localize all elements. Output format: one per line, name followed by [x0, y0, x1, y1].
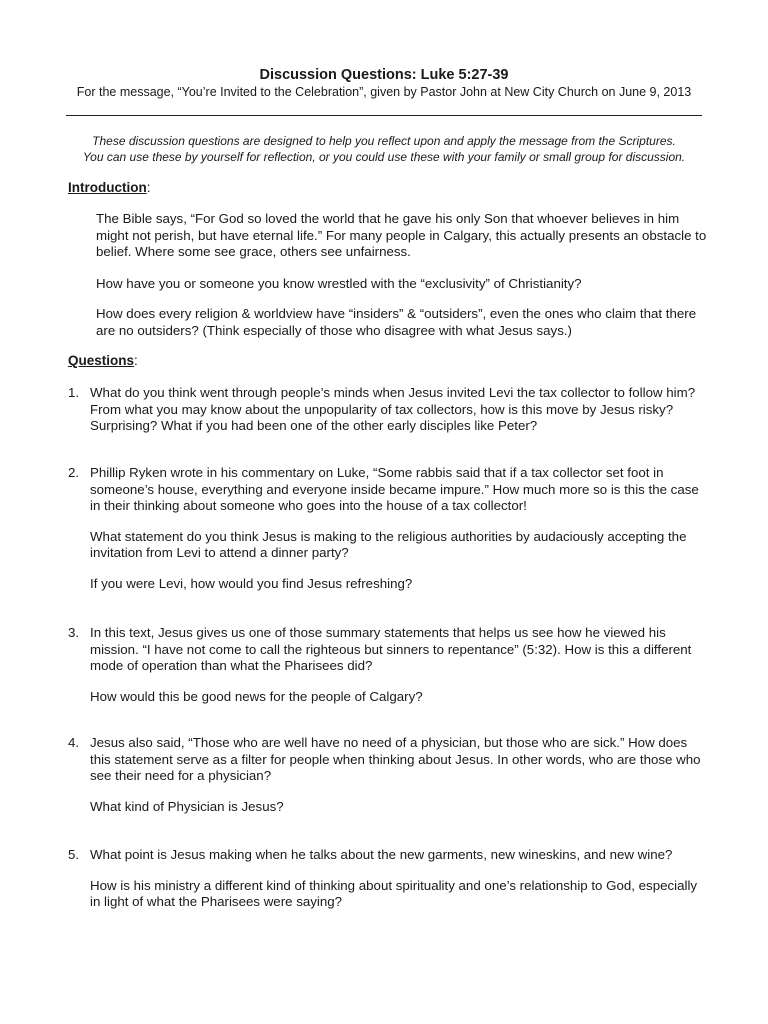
question-5-followup-1: How is his ministry a different kind of thinking about spirituality and one’s relationship to God, especially in light of what the Pharisees were saying? — [90, 877, 698, 909]
question-3-followup-1: How would this be good news for the people of Calgary? — [90, 688, 423, 704]
question-1-text: What do you think went through people’s minds when Jesus invited Levi the tax collector to follow him? From what you may know about the unpopularity of tax collectors, how is this move by Jesus risky? Surprising? What if you had been one of the other early disciples like Peter? — [90, 385, 696, 433]
question-number: 1. — [68, 385, 80, 400]
questions-heading-text: Questions — [68, 353, 135, 368]
introduction-heading — [68, 180, 151, 195]
question-2-followup-2: If you were Levi, how would you find Jesus refreshing? — [90, 575, 413, 591]
questions-heading-colon: : — [134, 353, 138, 368]
introduction-paragraph-1: The Bible says, “For God so loved the world that he gave his only Son that whoever believes in him might not perish, but have eternal life.” For many people in Calgary, this actually presents an obstacle to belief. Where some see grace, others see unfairness. — [96, 211, 707, 259]
question-2-followup-1: What statement do you think Jesus is making to the religious authorities by audaciously accepting the invitation from Levi to attend a dinner party? — [90, 528, 687, 560]
introduction-heading-text: Introduction — [68, 180, 147, 195]
question-number: 2. — [68, 465, 80, 480]
question-1 — [68, 385, 708, 435]
usage-note — [50, 133, 718, 165]
usage-note-line-1: These discussion questions are designed to help you reflect upon and apply the message from the Scriptures. — [92, 134, 676, 148]
question-3-text: In this text, Jesus gives us one of those summary statements that helps us see how he viewed his mission. “I have not come to call the righteous but sinners to repentance” (5:32). How is this a different mode of operation than what the Pharisees did? — [90, 625, 692, 673]
question-5 — [68, 847, 708, 911]
question-4-followup-1: What kind of Physician is Jesus? — [90, 798, 284, 814]
page-subtitle: For the message, “You’re Invited to the Celebration”, given by Pastor John at New City Church on June 9, 2013 — [76, 85, 692, 99]
header-divider — [66, 115, 702, 116]
introduction-paragraph-2: How have you or someone you know wrestled with the “exclusivity” of Christianity? — [96, 276, 582, 291]
question-number: 3. — [68, 625, 80, 640]
introduction-heading-colon: : — [146, 180, 151, 195]
question-2-text: Phillip Ryken wrote in his commentary on Luke, “Some rabbis said that if a tax collector set foot in someone’s house, everything and everyone inside became impure.” How much more so is this the case in their thinking about someone who goes into the house of a tax collector! — [90, 465, 699, 513]
question-number: 5. — [68, 847, 80, 862]
question-3 — [68, 625, 708, 705]
page-title: Discussion Questions: Luke 5:27-39 — [259, 67, 509, 83]
questions-heading — [68, 353, 138, 368]
usage-note-line-2: You can use these by yourself for reflection, or you could use these with your family or small group for discussion. — [82, 150, 686, 164]
question-4 — [68, 735, 708, 815]
introduction-paragraph-3: How does every religion & worldview have “insiders” & “outsiders”, even the ones who claim that there are no outsiders? (Think especially of those who disagree with what Jesus says.) — [96, 306, 697, 338]
question-5-text: What point is Jesus making when he talks about the new garments, new wineskins, and new wine? — [90, 847, 673, 862]
question-number: 4. — [68, 735, 80, 750]
question-4-text: Jesus also said, “Those who are well have no need of a physician, but those who are sick.” How does this statement serve as a filter for people when thinking about Jesus. In other words, who are those who see their need for a physician? — [90, 735, 701, 783]
question-2 — [68, 465, 708, 592]
